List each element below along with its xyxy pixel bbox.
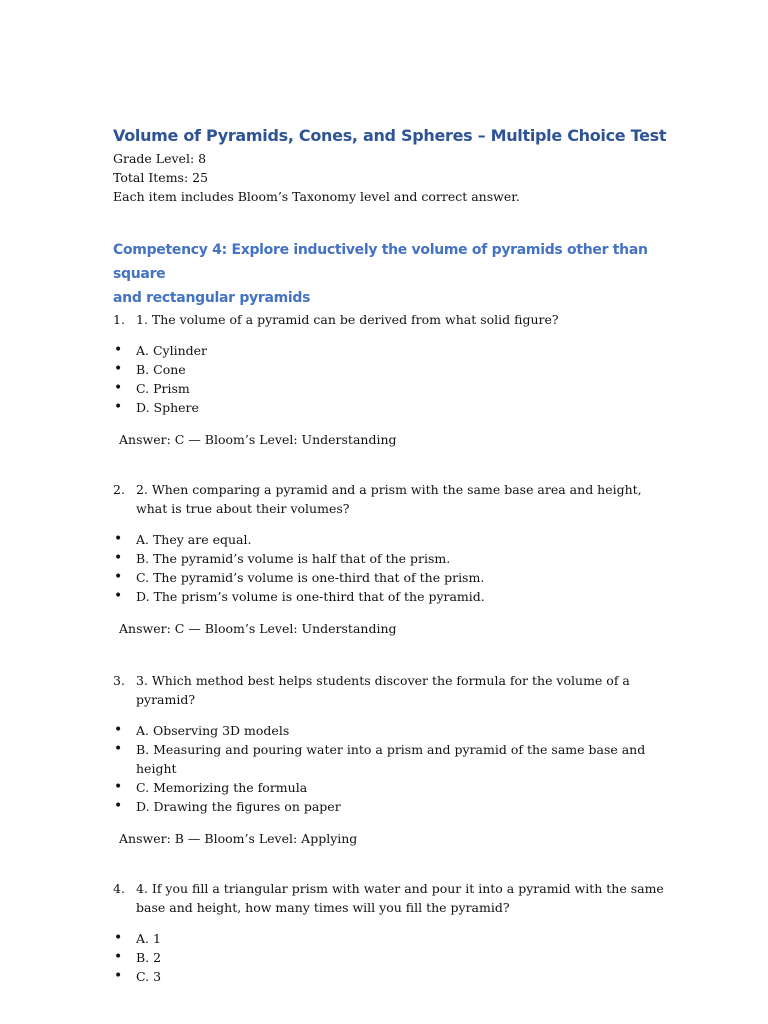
option-item	[113, 530, 673, 549]
option-item	[113, 360, 673, 379]
bullet-icon: •	[114, 530, 123, 547]
bullet-icon: •	[114, 341, 123, 358]
option-item	[113, 948, 673, 967]
question-stem	[113, 879, 673, 918]
option-text: D. The prism’s volume is one-third that of the pyramid.	[136, 588, 485, 604]
competency-line-2: and rectangular pyramids	[113, 290, 311, 306]
question-number: 3.	[113, 672, 125, 688]
option-item	[113, 740, 673, 778]
option-list	[113, 341, 673, 417]
question-stem	[113, 480, 673, 519]
question-text: 3. Which method best helps students discover the formula for the volume of a pyramid?	[136, 672, 630, 707]
document-page	[113, 125, 673, 986]
option-list	[113, 530, 673, 606]
answer-line: Answer: C — Bloom’s Level: Understanding	[119, 431, 397, 447]
question-text: 4. If you fill a triangular prism with water and pour it into a pyramid with the same base and height, how many times will you fill the pyramid?	[136, 880, 664, 915]
bullet-icon: •	[114, 360, 123, 377]
answer-line: Answer: B — Bloom’s Level: Applying	[119, 830, 358, 846]
option-text: B. Measuring and pouring water into a prism and pyramid of the same base and height	[136, 741, 646, 776]
option-text: A. Cylinder	[136, 342, 208, 358]
option-text: B. The pyramid’s volume is half that of the prism.	[136, 550, 451, 566]
bullet-icon: •	[114, 929, 123, 946]
document-title: Volume of Pyramids, Cones, and Spheres – Multiple Choice Test	[113, 126, 667, 145]
document-note: Each item includes Bloom’s Taxonomy level and correct answer.	[113, 189, 520, 204]
answer-line: Answer: C — Bloom’s Level: Understanding	[119, 620, 397, 636]
option-item	[113, 549, 673, 568]
competency-heading	[113, 238, 673, 310]
question-3	[113, 671, 673, 848]
option-list	[113, 721, 673, 816]
bullet-icon: •	[114, 967, 123, 984]
question-1	[113, 310, 673, 449]
option-text: D. Sphere	[136, 399, 199, 415]
question-stem	[113, 671, 673, 710]
question-2	[113, 480, 673, 638]
question-4	[113, 879, 673, 986]
bullet-icon: •	[114, 549, 123, 566]
competency-line-1: Competency 4: Explore inductively the volume of pyramids other than square	[113, 242, 648, 282]
option-text: A. They are equal.	[136, 531, 252, 547]
question-text: 2. When comparing a pyramid and a prism with the same base area and height, what is true about their volumes?	[136, 481, 642, 516]
bullet-icon: •	[114, 721, 123, 738]
question-text: 1. The volume of a pyramid can be derived from what solid figure?	[136, 312, 559, 327]
option-item	[113, 778, 673, 797]
option-item	[113, 967, 673, 986]
question-number: 4.	[113, 880, 125, 896]
option-item	[113, 587, 673, 606]
option-item	[113, 379, 673, 398]
question-stem	[113, 310, 673, 330]
option-item	[113, 568, 673, 587]
option-text: C. Memorizing the formula	[136, 779, 308, 795]
option-item	[113, 398, 673, 417]
bullet-icon: •	[114, 740, 123, 757]
bullet-icon: •	[114, 398, 123, 415]
option-item	[113, 797, 673, 816]
option-text: C. The pyramid’s volume is one-third that of the prism.	[136, 569, 485, 585]
option-list	[113, 929, 673, 986]
option-text: A. 1	[136, 930, 161, 946]
total-items: Total Items: 25	[113, 170, 209, 185]
option-text: A. Observing 3D models	[136, 722, 290, 738]
bullet-icon: •	[114, 797, 123, 814]
option-item	[113, 929, 673, 948]
bullet-icon: •	[114, 778, 123, 795]
option-text: C. Prism	[136, 380, 190, 396]
option-text: B. 2	[136, 949, 162, 965]
option-text: B. Cone	[136, 361, 186, 377]
bullet-icon: •	[114, 587, 123, 604]
option-text: D. Drawing the figures on paper	[136, 798, 341, 814]
grade-level: Grade Level: 8	[113, 151, 207, 166]
option-text: C. 3	[136, 968, 162, 984]
question-number: 2.	[113, 481, 125, 497]
question-number: 1.	[113, 312, 125, 327]
option-item	[113, 721, 673, 740]
bullet-icon: •	[114, 379, 123, 396]
bullet-icon: •	[114, 948, 123, 965]
bullet-icon: •	[114, 568, 123, 585]
document-meta	[113, 149, 673, 206]
option-item	[113, 341, 673, 360]
